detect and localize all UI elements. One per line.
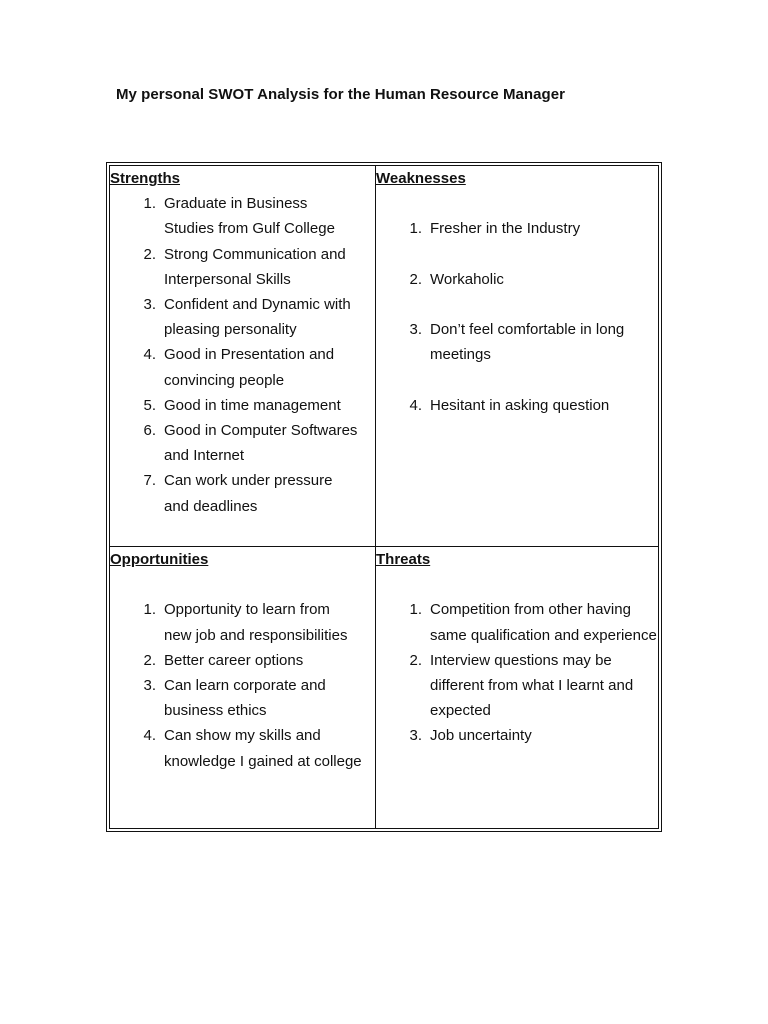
threats-list (376, 597, 660, 748)
strengths-list (110, 191, 374, 519)
threats-item-3: 3. Job uncertainty (409, 727, 532, 745)
threats-cell (376, 547, 660, 749)
opportunities-item-2: 2. Better career options (143, 651, 304, 669)
strengths-item-6: 6. Good in Computer Softwares and Internet (143, 422, 358, 465)
opportunities-item-4: 4. Can show my skills and knowledge I gained at college (143, 727, 362, 770)
strengths-heading: Strengths (110, 170, 181, 187)
strengths-item-4: 4. Good in Presentation and convincing people (143, 346, 335, 389)
swot-table-inner (109, 165, 659, 829)
weaknesses-list (376, 216, 660, 418)
opportunities-item-1: 1. Opportunity to learn from new job and responsibilities (143, 601, 348, 644)
opportunities-item-3: 3. Can learn corporate and business ethics (143, 677, 326, 720)
strengths-item-5: 5. Good in time management (143, 396, 341, 414)
weaknesses-item-4: 4. Hesitant in asking question (409, 396, 610, 414)
swot-table (106, 162, 662, 832)
strengths-item-2: 2. Strong Communication and Interpersonal Skills (143, 245, 346, 288)
threats-item-2: 2. Interview questions may be different from what I learnt and expected (409, 651, 634, 720)
opportunities-list (110, 597, 374, 773)
weaknesses-heading: Weaknesses (376, 170, 466, 187)
strengths-item-7: 7. Can work under pressure and deadlines (143, 472, 333, 515)
strengths-item-3: 3. Confident and Dynamic with pleasing personality (143, 296, 351, 339)
weaknesses-item-1: 1. Fresher in the Industry (409, 220, 581, 238)
strengths-item-1: 1. Graduate in Business Studies from Gulf College (143, 195, 335, 238)
opportunities-cell (110, 547, 374, 774)
strengths-cell (110, 166, 374, 519)
page-title: My personal SWOT Analysis for the Human Resource Manager (116, 86, 566, 103)
weaknesses-item-3: 3. Don’t feel comfortable in long meetings (409, 321, 625, 364)
threats-item-1: 1. Competition from other having same qualification and experience (409, 601, 657, 644)
weaknesses-cell (376, 166, 660, 418)
threats-heading: Threats (376, 551, 431, 568)
opportunities-heading: Opportunities (110, 551, 209, 568)
weaknesses-item-2: 2. Workaholic (409, 270, 504, 288)
